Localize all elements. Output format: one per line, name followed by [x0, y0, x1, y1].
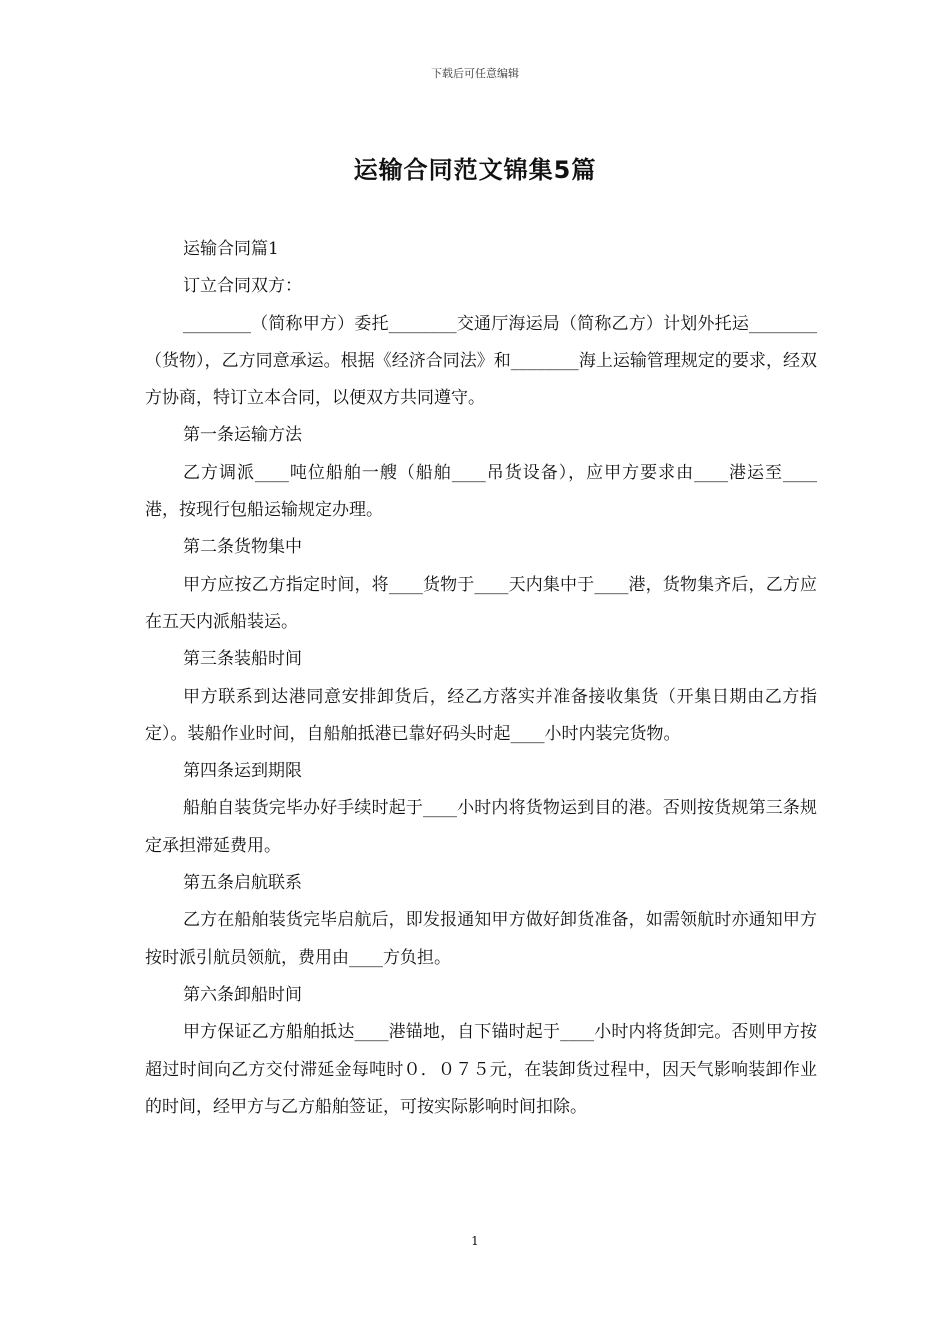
article-4-heading: 第四条运到期限	[183, 761, 302, 782]
article-6-body: 甲方保证乙方船舶抵达____港锚地，自下锚时起于____小时内将货卸完。否则甲方按超过时间向乙方交付滞延金每吨时０．０７５元，在装卸货过程中，因天气影响装卸作业的时间，经甲方与乙方船舶签证，可按实际影响时间扣除。	[145, 1022, 817, 1117]
document-body	[145, 231, 817, 1126]
article-1-body: 乙方调派____吨位船舶一艘（船舶____吊货设备），应甲方要求由____港运至____港，按现行包船运输规定办理。	[145, 462, 817, 521]
article-3-body: 甲方联系到达港同意安排卸货后，经乙方落实并准备接收集货（开集日期由乙方指定）。装船作业时间，自船舶抵港已靠好码头时起____小时内装完货物。	[145, 686, 817, 744]
article-1-heading: 第一条运输方法	[183, 425, 302, 446]
paragraph-parties-heading: 订立合同双方：	[183, 276, 302, 297]
page-number: 1	[471, 1234, 479, 1248]
article-2-body: 甲方应按乙方指定时间，将____货物于____天内集中于____港，货物集齐后，乙方应在五天内派船装运。	[145, 574, 817, 632]
article-4-body: 船舶自装货完毕办好手续时起于____小时内将货物运到目的港。否则按货规第三条规定承担滞延费用。	[145, 798, 817, 856]
article-2-heading: 第二条货物集中	[183, 537, 302, 558]
paragraph-contract-label: 运输合同篇1	[183, 239, 279, 259]
article-3-heading: 第三条装船时间	[183, 649, 302, 670]
article-5-body: 乙方在船舶装货完毕启航后，即发报通知甲方做好卸货准备，如需领航时亦通知甲方按时派引航员领航，费用由____方负担。	[145, 910, 817, 968]
document-title: 运输合同范文锦集5篇	[353, 156, 597, 184]
article-6-heading: 第六条卸船时间	[183, 984, 302, 1005]
article-5-heading: 第五条启航联系	[183, 873, 302, 894]
page-header: 下载后可任意编辑	[431, 67, 519, 80]
paragraph-preamble: ________（简称甲方）委托________交通厅海运局（简称乙方）计划外托运________（货物），乙方同意承运。根据《经济合同法》和________海上运输管理规定的要求，经双方协商，特订立本合同，以便双方共同遵守。	[145, 313, 817, 409]
